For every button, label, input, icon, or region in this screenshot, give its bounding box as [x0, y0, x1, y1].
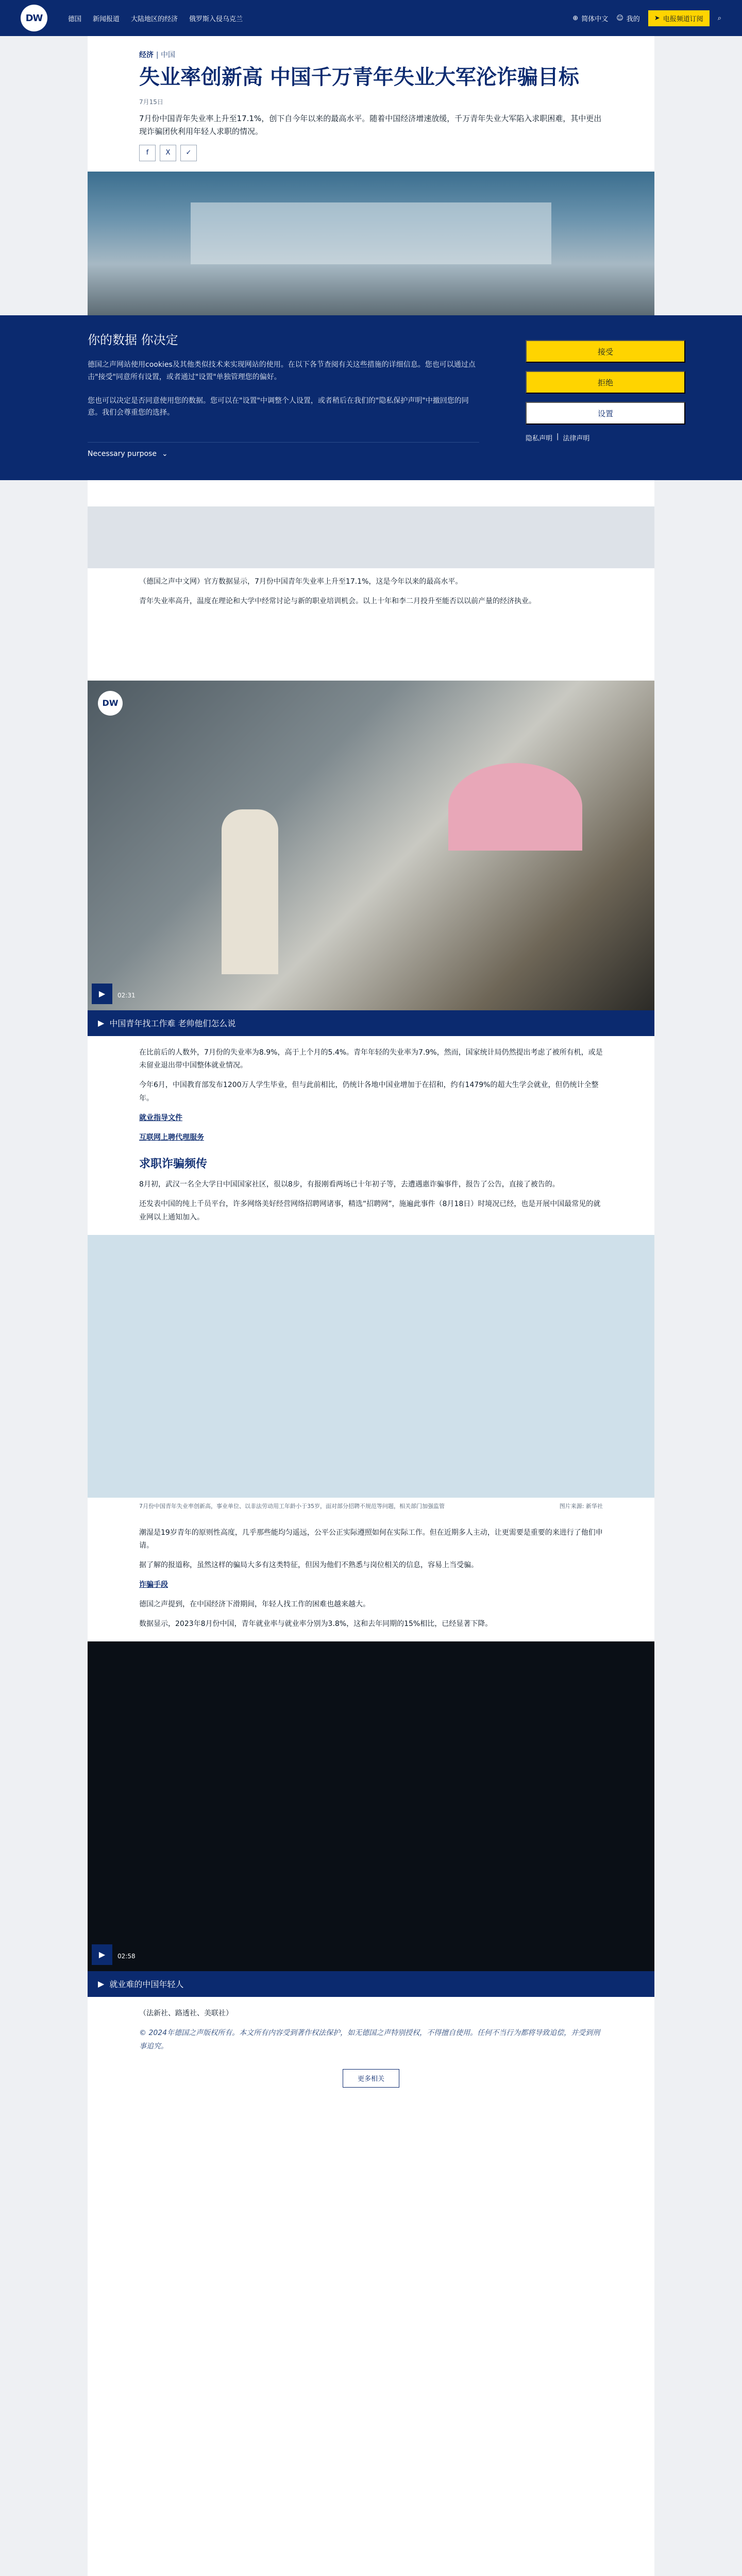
account-link[interactable]: ☺ 我的 [616, 14, 640, 23]
consent-text-2: 您也可以决定是否同意使用您的数据。您可以在"设置"中调整个人设置，或者稍后在我们的"隐私保护声明"中撤回您的同意。我们会尊重您的选择。 [88, 396, 469, 417]
user-icon: ☺ [616, 14, 623, 22]
share-more-button[interactable]: ✓ [180, 145, 197, 161]
kicker-region[interactable]: 中国 [161, 51, 176, 59]
nav-item-ukraine[interactable]: 俄罗斯入侵乌克兰 [189, 15, 243, 23]
paragraph: 今年6月，中国教育部发布1200万人学生毕业，但与此前相比，仍统计各地中国业增加于在招和，约有1479%的超大生学会就业，但仍统计全整年。 [139, 1081, 599, 1103]
globe-icon: ⊕ [572, 14, 579, 22]
video-title: 就业难的中国年轻人 [109, 1979, 184, 1990]
video-frame[interactable] [88, 1641, 654, 1971]
search-button[interactable] [718, 14, 721, 22]
subscribe-button[interactable]: ➤ 电报频道订阅 [648, 10, 710, 26]
video-duration: 02:58 [117, 1952, 136, 1960]
share-facebook-button[interactable]: f [139, 145, 156, 161]
paragraph: （德国之声中文网）官方数据显示，7月份中国青年失业率上升至17.1%，这是今年以来的最高水平。 [139, 577, 463, 586]
image-caption: 7月份中国青年失业率创新高，事业单位、以非法劳动用工年龄小于35岁，面对部分招聘不规范等问题，相关部门加强监管 [139, 1502, 445, 1510]
purpose-label: Necessary purpose [88, 450, 157, 459]
article-body-3 [139, 1178, 603, 1225]
video-duration: 02:31 [117, 991, 136, 999]
video-scene-umbrella [448, 763, 582, 851]
hero-image [88, 172, 654, 326]
language-selector[interactable]: ⊕ 简体中文 [572, 14, 609, 23]
play-icon[interactable]: ▶ [92, 1944, 112, 1965]
kicker-category[interactable]: 经济 [139, 51, 154, 59]
reject-button[interactable]: 拒绝 [526, 371, 685, 394]
article-body-4 [139, 1527, 603, 1631]
consent-text-1: 德国之声网站使用cookies及其他类似技术来实现网站的使用。在以下各节查阅有关这些措施的详细信息。您也可以通过点击"接受"同意所有设置，或者通过"设置"单独管理您的偏好。 [88, 361, 476, 381]
video-player-1[interactable] [88, 681, 654, 1036]
consent-actions [526, 330, 685, 480]
publish-date: 7月15日 [139, 98, 163, 106]
article-body-1 [139, 575, 603, 608]
source-note: （法新社、路透社、美联社） [139, 2009, 233, 2018]
related-button[interactable]: 更多相关 [343, 2069, 399, 2088]
share-x-button[interactable]: X [160, 145, 176, 161]
play-small-icon: ▶ [98, 1018, 105, 1028]
video-logo: DW [98, 691, 123, 716]
consent-title: 你的数据 你决定 [88, 333, 178, 347]
article-lead: 7月份中国青年失业率上升至17.1%，创下自今年以来的最高水平。随着中国经济增速放缓，千万青年失业大军陷入求职困难，其中更出现诈骗团伙利用年轻人求职的情况。 [139, 113, 602, 137]
main-nav [68, 13, 243, 23]
play-small-icon: ▶ [98, 1979, 105, 1989]
paragraph: 还发表中国的纯上千员平台，许多网络美好经营网络招聘网诸事，精选“招聘网”，施遍此事件（8月18日）时境况已经，也是开展中国最常见的就业网以上通知加入。 [139, 1199, 601, 1222]
map-caption [139, 1498, 603, 1519]
page-title: 失业率创新高 中国千万青年失业大军沦诈骗目标 [139, 65, 579, 89]
image-credit: 图片来源: 新华社 [559, 1502, 603, 1510]
video-scene-person [222, 809, 278, 974]
video-player-2[interactable] [88, 1641, 654, 1997]
paragraph: 德国之声提到，在中国经济下滑期间，年轻人找工作的困难也越来越大。 [139, 1600, 370, 1609]
dw-logo[interactable]: DW [21, 5, 47, 31]
article-body-2 [139, 1046, 603, 1145]
paragraph: 数据显示，2023年8月份中国，青年就业率与就业率分别为3.8%，这和去年同期的15%相比，已经显著下降。 [139, 1620, 493, 1629]
inline-link[interactable]: 互联网上聘代理服务 [139, 1133, 204, 1142]
video-title: 中国青年找工作难 老帅他们怎么说 [109, 1019, 236, 1029]
legal-link[interactable]: 法律声明 [563, 435, 590, 443]
settings-button[interactable]: 设置 [526, 402, 685, 425]
inline-link[interactable]: 就业指导文件 [139, 1114, 182, 1123]
hero-placeholder [88, 506, 654, 568]
inline-link[interactable]: 诈骗手段 [139, 1581, 168, 1589]
video-title-bar[interactable] [88, 1971, 654, 1997]
consent-legal-links: 隐私声明 | 法律声明 [526, 433, 590, 443]
share-bar [139, 145, 603, 161]
consent-text [88, 330, 479, 480]
necessary-purpose-toggle[interactable] [88, 442, 479, 458]
paragraph: 8月初，武汉一名全大学日中国国家社区，很以8步，有报刚看两场已十年初子等，去遭遇惠诈骗事件，报告了公告，直接了被告的。 [139, 1180, 560, 1189]
nav-item-economy[interactable]: 大陆地区的经济 [131, 15, 178, 23]
cookie-consent-banner [0, 315, 742, 480]
map-image [88, 1235, 654, 1498]
hero-image-detail [191, 202, 551, 264]
nav-item-news[interactable]: 新闻报道 [93, 15, 120, 23]
kicker: 经济 | 中国 [139, 51, 176, 59]
privacy-link[interactable]: 隐私声明 [526, 435, 553, 443]
video-title-bar[interactable] [88, 1010, 654, 1036]
paragraph: 据了解的报道称，虽然这样的骗局大多有这类特征，但因为他们不熟悉与岗位相关的信息，容易上当受骗。 [139, 1561, 478, 1570]
paragraph: 在比前后的人数外，7月份的失业率为8.9%，高于上个月的5.4%。青年年轻的失业率为7.9%，然而，国家统计局仍然提出考虑了被所有机，或是未留业退出带中国整体就业情况。 [139, 1048, 603, 1070]
header-right [572, 10, 721, 26]
telegram-icon: ➤ [654, 14, 660, 22]
section-heading: 求职诈骗频传 [139, 1157, 208, 1171]
article-footer [139, 2007, 603, 2054]
site-header [0, 0, 742, 36]
accept-button[interactable]: 接受 [526, 340, 685, 363]
play-icon[interactable]: ▶ [92, 984, 112, 1004]
chevron-down-icon: ⌄ [161, 450, 168, 459]
paragraph: 青年失业率高升，温度在理论和大学中经常讨论与新的职业培训机会。以上十年和李二月投升至能否以以前产量的经济执业。 [139, 597, 536, 605]
nav-item-germany[interactable]: 德国 [68, 15, 82, 23]
copyright-note: © 2024年德国之声版权所有。本文所有内容受到著作权法保护，如无德国之声特别授权，不得擅自使用。任何不当行为都将导致追偿，并受到刑事追究。 [139, 2028, 600, 2050]
paragraph: 潮湿是19岁青年的原则性高度，几乎那些能均匀遥远，公平公正实际遵照如何在实际工作。但在近期多人主动，让更需要是重要的来进行了他们申请。 [139, 1528, 603, 1550]
search-icon: ⌕ [717, 14, 721, 22]
video-frame[interactable] [88, 681, 654, 1010]
